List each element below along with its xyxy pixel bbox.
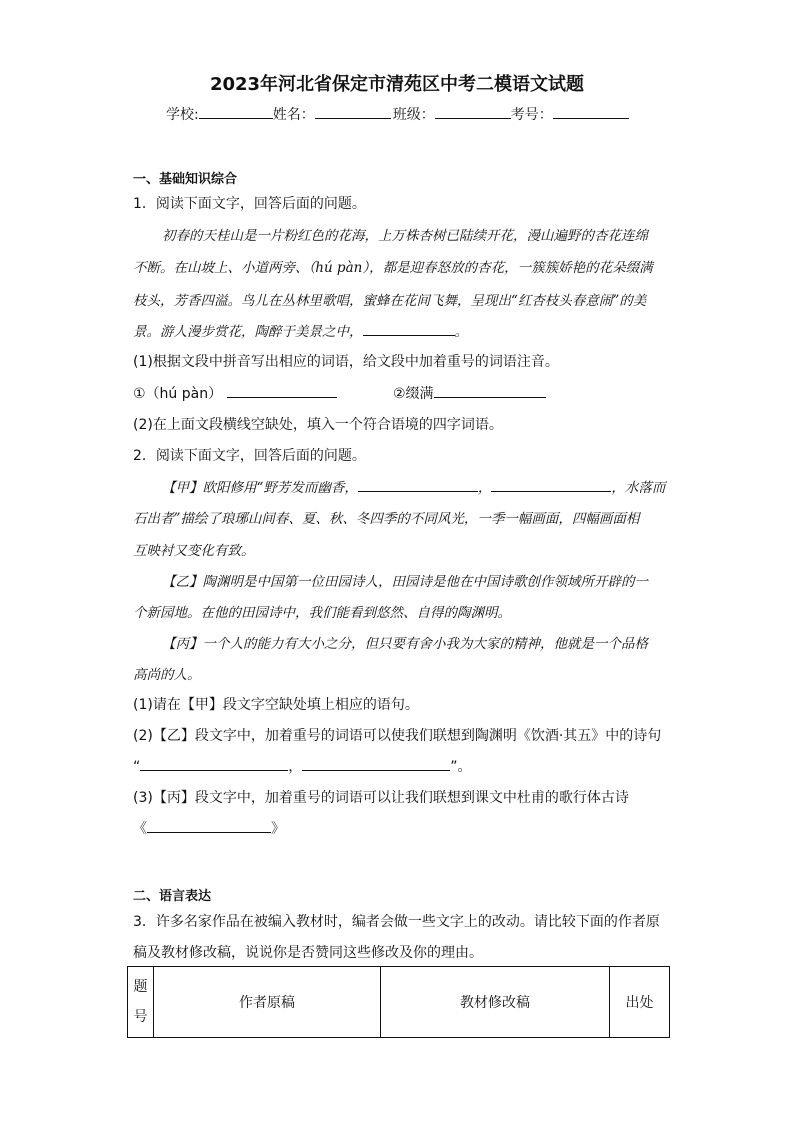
q2-sub1: (1)请在【甲】段文字空缺处填上相应的语句。 [133, 697, 419, 713]
q1-sub2: (2)在上面文段横线空缺处，填入一个符合语境的四字词语。 [133, 417, 503, 433]
name-blank[interactable] [315, 104, 391, 119]
q1-paragraph-line: 不断。在山坡上、小道两旁、（hú pàn），都是迎春怒放的杏花，一簇簇娇艳的花朵缀满 [133, 260, 653, 276]
poem-blank-1[interactable] [140, 756, 288, 771]
q1-sub1: (1)根据文段中拼音写出相应的词语，给文段中加着重号的词语注音。 [133, 354, 559, 370]
question-2-prompt: 2．阅读下面文字，回答后面的问题。 [133, 448, 366, 464]
header-cell-number [128, 967, 154, 1038]
jia-blank-1[interactable] [358, 477, 478, 492]
class-blank[interactable] [435, 104, 511, 119]
exam-no-label: 考号： [510, 107, 553, 123]
question-1-prompt: 1．阅读下面文字，回答后面的问题。 [133, 196, 366, 212]
poem-blank-2[interactable] [302, 756, 450, 771]
q1-paragraph-line [133, 320, 468, 340]
q2-sub3-answer-line [133, 818, 285, 838]
student-info-row [166, 104, 629, 124]
q2-sub3: (3)【丙】段文字中，加着重号的词语可以让我们联想到课文中杜甫的歌行体古诗 [133, 790, 629, 806]
quote-open: “ [133, 759, 141, 775]
title-bracket-open: 《 [133, 821, 147, 837]
q2-jia-line [162, 476, 665, 496]
jia-text-end: ，水落而 [611, 480, 666, 496]
q1-idiom-blank[interactable] [363, 321, 455, 336]
q2-jia-line: 石出者”描绘了琅琊山间春、夏、秋、冬四季的不同风光，一季一幅画面，四幅画面相 [133, 511, 640, 527]
quote-close: ”。 [450, 759, 472, 775]
q1-paragraph-text: 景。游人漫步赏花，陶醉于美景之中， [133, 324, 363, 340]
section-heading-2: 二、语言表达 [133, 889, 212, 904]
header-cell-original: 作者原稿 [154, 967, 381, 1038]
poem-comma: ， [288, 759, 303, 775]
q2-bing-line: 高尚的人。 [133, 667, 201, 683]
q2-bing-line: 【丙】一个人的能力有大小之分，但只要有舍小我为大家的精神，他就是一个品格 [162, 636, 648, 652]
q2-yi-line: 【乙】陶渊明是中国第一位田园诗人，田园诗是他在中国诗歌创作领域所开辟的一 [162, 574, 648, 590]
option-2-blank[interactable] [434, 383, 546, 398]
comparison-table [127, 966, 670, 1038]
option-2-label: ②缀满 [393, 386, 434, 402]
section-heading-1: 一、基础知识综合 [133, 172, 238, 187]
school-label: 学校: [166, 107, 199, 123]
q1-paragraph-period: 。 [454, 324, 468, 340]
q2-sub2: (2)【乙】段文字中，加着重号的词语可以使我们联想到陶渊明《饮酒·其五》中的诗句 [133, 728, 662, 744]
option-1-blank[interactable] [227, 383, 337, 398]
header-number-bottom: 号 [133, 1009, 148, 1025]
poem-title-blank[interactable] [147, 818, 271, 833]
page-title: 2023年河北省保定市清苑区中考二模语文试题 [209, 74, 585, 95]
table-header-row [128, 967, 670, 1038]
option-1-label: ①（hú pàn） [133, 386, 223, 402]
q2-yi-line: 个新园地。在他的田园诗中，我们能看到悠然、自得的陶渊明。 [133, 605, 511, 621]
header-cell-revised: 教材修改稿 [381, 967, 610, 1038]
name-label: 姓名： [272, 107, 315, 123]
q2-sub2-answer-line [133, 756, 472, 776]
title-bracket-close: 》 [271, 821, 285, 837]
class-label: 班级： [392, 107, 435, 123]
q1-paragraph-line: 初春的天桂山是一片粉红色的花海，上万株杏树已陆续开花，漫山遍野的杏花连绵 [162, 228, 648, 244]
header-number-top: 题 [133, 979, 148, 995]
q2-jia-line: 互映衬又变化有致。 [133, 543, 255, 559]
jia-comma: ， [477, 480, 492, 496]
jia-text: 【甲】欧阳修用“野芳发而幽香， [162, 480, 358, 496]
q1-sub1-option-1 [133, 383, 337, 403]
q1-paragraph-line: 枝头，芳香四溢。鸟儿在丛林里歌唱，蜜蜂在花间飞舞，呈现出“红杏枝头春意闹”的美 [133, 293, 647, 309]
school-blank[interactable] [199, 104, 273, 119]
header-cell-source: 出处 [610, 967, 670, 1038]
jia-blank-2[interactable] [491, 477, 611, 492]
question-3-line: 3．许多名家作品在被编入教材时，编者会做一些文字上的改动。请比较下面的作者原 [133, 914, 660, 930]
q1-sub1-option-2 [393, 383, 546, 403]
question-3-line: 稿及教材修改稿，说说你是否赞同这些修改及你的理由。 [133, 945, 483, 961]
exam-no-blank[interactable] [553, 104, 629, 119]
